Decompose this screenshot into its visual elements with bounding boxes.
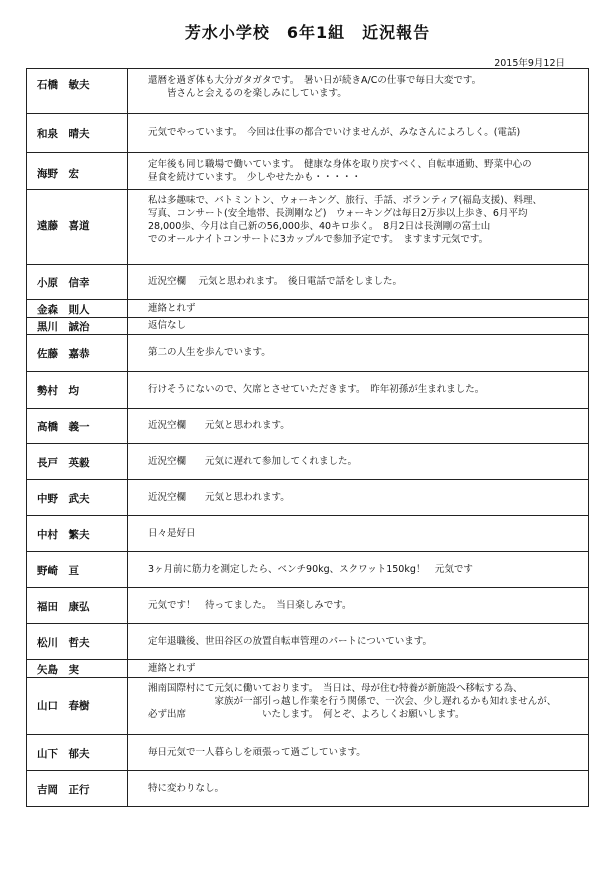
table-row xyxy=(27,114,589,153)
name-cell: 松川 哲夫 xyxy=(27,624,128,660)
name-cell: 海野 宏 xyxy=(27,153,128,190)
name-cell: 野崎 亘 xyxy=(27,552,128,588)
message-cell: 連絡とれず xyxy=(128,660,589,678)
table-row xyxy=(27,552,589,588)
message-cell: 日々是好日 xyxy=(128,516,589,552)
name-cell: 山下 郁夫 xyxy=(27,735,128,771)
table-row xyxy=(27,318,589,335)
table-row xyxy=(27,444,589,480)
name-cell: 黒川 誠治 xyxy=(27,318,128,335)
message-cell: 3ヶ月前に筋力を測定したら、ベンチ90kg、スクワット150kg！ 元気です xyxy=(128,552,589,588)
message-cell: 近況空欄 元気と思われます。 後日電話で話をしました。 xyxy=(128,265,589,300)
table-row xyxy=(27,300,589,318)
name-cell: 山口 春樹 xyxy=(27,678,128,735)
message-cell: 元気でやっています。 今回は仕事の都合でいけませんが、みなさんによろしく。(電話) xyxy=(128,114,589,153)
name-cell: 金森 則人 xyxy=(27,300,128,318)
message-cell: 特に変わりなし。 xyxy=(128,771,589,807)
table-row xyxy=(27,735,589,771)
name-cell: 石橋 敏夫 xyxy=(27,69,128,114)
message-cell: 元気です！ 待ってました。 当日楽しみです。 xyxy=(128,588,589,624)
name-cell: 和泉 晴夫 xyxy=(27,114,128,153)
message-cell: 定年退職後、世田谷区の放置自転車管理のパートについています。 xyxy=(128,624,589,660)
table-row xyxy=(27,190,589,265)
table-row xyxy=(27,660,589,678)
message-cell: 定年後も同じ職場で働いています。 健康な身体を取り戻すべく、自転車通勤、野菜中心の 昼食を続けています。 少しやせたかも・・・・・ xyxy=(128,153,589,190)
name-cell: 吉岡 正行 xyxy=(27,771,128,807)
message-cell: 返信なし xyxy=(128,318,589,335)
name-cell: 小原 信幸 xyxy=(27,265,128,300)
message-cell: 近況空欄 元気と思われます。 xyxy=(128,480,589,516)
name-cell: 中野 武夫 xyxy=(27,480,128,516)
report-date: 2015年9月12日 xyxy=(494,58,565,69)
table-row xyxy=(27,588,589,624)
name-cell: 勢村 均 xyxy=(27,372,128,409)
report-table xyxy=(26,68,589,807)
message-cell: 第二の人生を歩んでいます。 xyxy=(128,335,589,372)
message-cell: 還暦を過ぎ体も大分ガタガタです。 暑い日が続きA/Cの仕事で毎日大変です。 皆さんと会えるのを楽しみにしています。 xyxy=(128,69,589,114)
message-cell: 私は多趣味で、バトミントン、ウォーキング、旅行、手話、ボランティア(福島支援)、料理、 写真、コンサート(安全地帯、長渕剛など) ウォーキングは毎日2万歩以上歩き、6月平均 28,000歩、今月は自己新の56,000歩、40キロ歩く。 8月2日は長渕剛の富士山 でのオールナイトコンサートに3カップルで参加予定です。 ますます元気です。 xyxy=(128,190,589,265)
message-cell: 湘南国際村にて元気に働いております。 当日は、母が住む特養が新施設へ移転する為、 家族が一部引っ越し作業を行う関係で、一次会、少し遅れるかも知れませんが、 必ず出席 いたします。 何とぞ、よろしくお願いします。 xyxy=(128,678,589,735)
name-cell: 遠藤 喜道 xyxy=(27,190,128,265)
name-cell: 矢島 実 xyxy=(27,660,128,678)
table-row xyxy=(27,69,589,114)
name-cell: 福田 康弘 xyxy=(27,588,128,624)
table-row xyxy=(27,624,589,660)
message-cell: 近況空欄 元気と思われます。 xyxy=(128,409,589,444)
table-row xyxy=(27,480,589,516)
message-cell: 毎日元気で一人暮らしを頑張って過ごしています。 xyxy=(128,735,589,771)
message-cell: 連絡とれず xyxy=(128,300,589,318)
name-cell: 長戸 英毅 xyxy=(27,444,128,480)
name-cell: 中村 繁夫 xyxy=(27,516,128,552)
message-cell: 行けそうにないので、欠席とさせていただきます。 昨年初孫が生まれました。 xyxy=(128,372,589,409)
table-row xyxy=(27,771,589,807)
table-row xyxy=(27,335,589,372)
table-row xyxy=(27,409,589,444)
page-title: 芳水小学校 6年1組 近況報告 xyxy=(184,23,431,42)
table-row xyxy=(27,153,589,190)
table-row xyxy=(27,265,589,300)
name-cell: 佐藤 嘉恭 xyxy=(27,335,128,372)
name-cell: 高橋 義一 xyxy=(27,409,128,444)
message-cell: 近況空欄 元気に遅れて参加してくれました。 xyxy=(128,444,589,480)
table-row xyxy=(27,678,589,735)
table-row xyxy=(27,516,589,552)
table-row xyxy=(27,372,589,409)
